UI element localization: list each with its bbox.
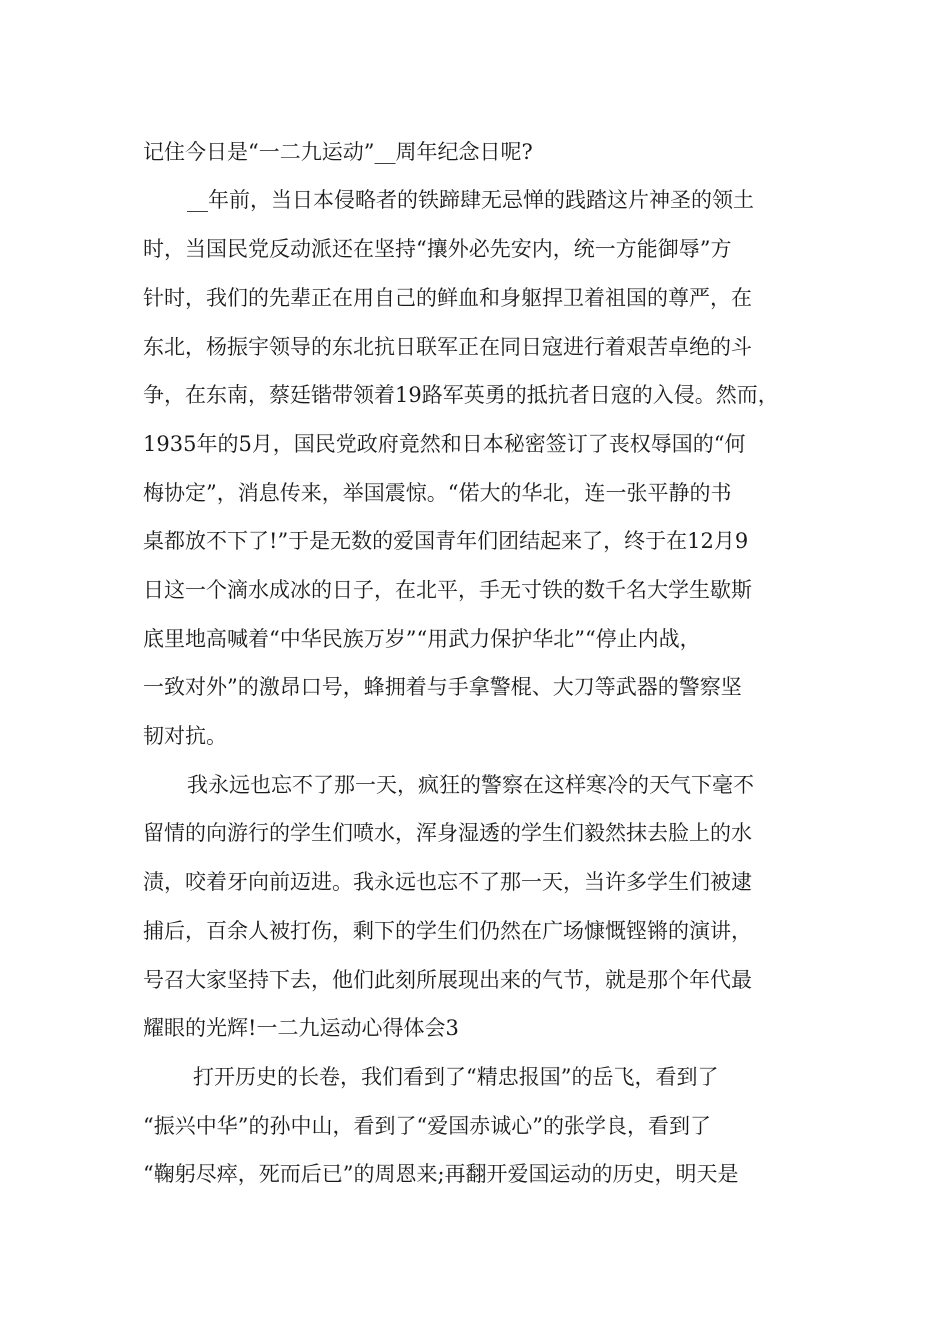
line-text: 梅协定”，消息传来，举国震惊。“偌大的华北，连一张平静的书: [143, 481, 732, 505]
line-text: 记住今日是“一二九运动”__周年纪念日呢?: [143, 140, 533, 164]
text-line: [0, 521, 950, 561]
line-text: “振兴中华”的孙中山，看到了“爱国赤诚心”的张学良，看到了: [143, 1114, 711, 1138]
line-text: 底里地高喊着“中华民族万岁”“用武力保护华北”“停止内战，: [143, 627, 701, 651]
text-line: [0, 180, 950, 220]
text-line: [0, 960, 950, 1000]
text-line: [0, 1154, 950, 1194]
text-line: [0, 765, 950, 805]
text-line: [0, 473, 950, 513]
text-line: [0, 619, 950, 659]
line-text: 渍，咬着牙向前迈进。我永远也忘不了那一天，当许多学生们被逮: [143, 870, 752, 894]
line-text: 针时，我们的先辈正在用自己的鲜血和身躯捍卫着祖国的尊严，在: [143, 286, 752, 310]
line-text: 时，当国民党反动派还在坚持“攘外必先安内，统一方能御辱”方: [143, 237, 732, 261]
line-text: 东北，杨振宇领导的东北抗日联军正在同日寇进行着艰苦卓绝的斗: [143, 335, 752, 359]
text-line: [0, 911, 950, 951]
line-text: 日这一个滴水成冰的日子，在北平，手无寸铁的数千名大学生歇斯: [143, 578, 752, 602]
line-text: 1935年的5月，国民党政府竟然和日本秘密签订了丧权辱国的“何: [143, 432, 746, 456]
line-text: 一致对外”的激昂口号，蜂拥着与手拿警棍、大刀等武器的警察坚: [143, 675, 742, 699]
text-line: [0, 375, 950, 415]
text-line: [0, 813, 950, 853]
line-text: 号召大家坚持下去，他们此刻所展现出来的气节，就是那个年代最: [143, 968, 752, 992]
text-line: [0, 278, 950, 318]
text-line: [0, 132, 950, 172]
text-line: [0, 1106, 950, 1146]
text-line: [0, 1057, 950, 1097]
text-line: [0, 667, 950, 707]
text-line: [0, 716, 950, 756]
text-line: [0, 424, 950, 464]
line-text: “鞠躬尽瘁，死而后已”的周恩来;再翻开爱国运动的历史，明天是: [143, 1162, 739, 1186]
text-line: [0, 1008, 950, 1048]
text-line: [0, 327, 950, 367]
line-text: 捕后，百余人被打伤，剩下的学生们仍然在广场慷慨铿锵的演讲，: [143, 919, 752, 943]
line-text: __年前，当日本侵略者的铁蹄肆无忌惮的践踏这片神圣的领土: [187, 188, 754, 212]
text-line: [0, 862, 950, 902]
line-text: 耀眼的光辉!一二九运动心得体会3: [143, 1016, 459, 1040]
text-line: [0, 570, 950, 610]
line-text: 韧对抗。: [143, 724, 227, 748]
line-text: 争，在东南，蔡廷锴带领着19路军英勇的抵抗者日寇的入侵。然而，: [143, 383, 779, 407]
line-text: 我永远也忘不了那一天，疯狂的警察在这样寒冷的天气下毫不: [187, 773, 754, 797]
text-line: [0, 229, 950, 269]
line-text: 桌都放不下了!”于是无数的爱国青年们团结起来了，终于在12月9: [143, 529, 749, 553]
line-text: 打开历史的长卷，我们看到了“精忠报国”的岳飞，看到了: [193, 1065, 719, 1089]
line-text: 留情的向游行的学生们喷水，浑身湿透的学生们毅然抹去脸上的水: [143, 821, 752, 845]
